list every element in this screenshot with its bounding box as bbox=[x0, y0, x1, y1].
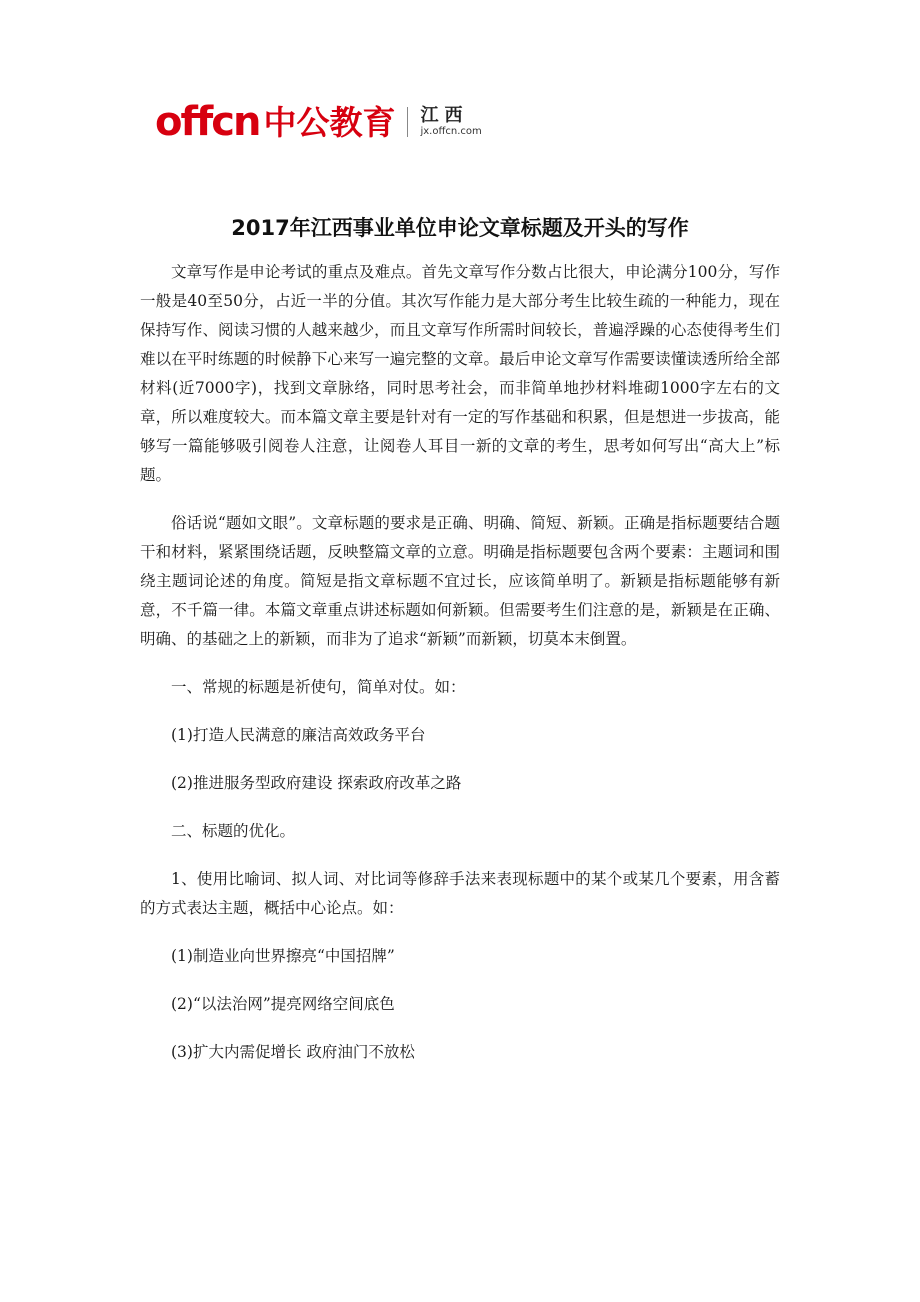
document-body bbox=[140, 258, 780, 1086]
logo-region bbox=[420, 106, 481, 138]
document-title: 2017年江西事业单位申论文章标题及开头的写作 bbox=[231, 216, 689, 240]
list-item: (1)制造业向世界擦亮“中国招牌” bbox=[171, 947, 395, 965]
logo-brand: offcn bbox=[155, 99, 260, 145]
logo-brand-cn: 中公教育 bbox=[263, 102, 396, 142]
list-item: (2)“以法治网”提亮网络空间底色 bbox=[171, 995, 395, 1013]
subsection-paragraph: 1、使用比喻词、拟人词、对比词等修辞手法来表现标题中的某个或某几个要素，用含蓄的方式表达主题，概括中心论点。如： bbox=[140, 870, 780, 917]
offcn-logo bbox=[155, 92, 482, 152]
list-item: (1)打造人民满意的廉洁高效政务平台 bbox=[171, 726, 426, 744]
list-item: (3)扩大内需促增长 政府油门不放松 bbox=[171, 1043, 415, 1061]
section-heading-2: 二、标题的优化。 bbox=[171, 822, 296, 840]
logo-divider bbox=[407, 107, 408, 137]
section-heading-1: 一、常规的标题是祈使句，简单对仗。如： bbox=[171, 678, 466, 696]
logo-region-name: 江西 bbox=[420, 105, 469, 127]
paragraph-title-requirements: 俗话说“题如文眼”。文章标题的要求是正确、明确、简短、新颖。正确是指标题要结合题干和材料，紧紧围绕话题，反映整篇文章的立意。明确是指标题要包含两个要素：主题词和围绕主题词论述的角度。简短是指文章标题不宜过长，应该简单明了。新颖是指标题能够有新意，不千篇一律。本篇文章重点讲述标题如何新颖。但需要考生们注意的是，新颖是在正确、明确、的基础之上的新颖，而非为了追求“新颖”而新颖，切莫本末倒置。 bbox=[140, 514, 780, 648]
logo-region-url: jx.offcn.com bbox=[420, 125, 482, 137]
paragraph-intro: 文章写作是申论考试的重点及难点。首先文章写作分数占比很大，申论满分100分，写作一般是40至50分，占近一半的分值。其次写作能力是大部分考生比较生疏的一种能力，现在保持写作、阅读习惯的人越来越少，而且文章写作所需时间较长，普遍浮躁的心态使得考生们难以在平时练题的时候静下心来写一遍完整的文章。最后申论文章写作需要读懂读透所给全部材料(近7000字)，找到文章脉络，同时思考社会，而非简单地抄材料堆砌1000字左右的文章，所以难度较大。而本篇文章主要是针对有一定的写作基础和积累，但是想进一步拔高，能够写一篇能够吸引阅卷人注意，让阅卷人耳目一新的文章的考生，思考如何写出“高大上”标题。 bbox=[140, 263, 780, 484]
list-item: (2)推进服务型政府建设 探索政府改革之路 bbox=[171, 774, 462, 792]
